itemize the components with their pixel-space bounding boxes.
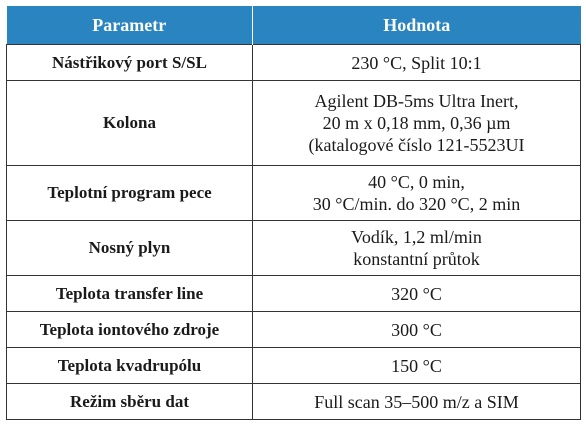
table-row — [7, 166, 581, 221]
value-line: konstantní průtok — [353, 249, 480, 269]
table-row — [7, 348, 581, 384]
value-line: 30 °C/min. do 320 °C, 2 min — [312, 194, 521, 214]
column-header-parameter: Parametr — [7, 6, 253, 45]
parameter-cell: Režim sběru dat — [7, 384, 253, 420]
value-cell — [253, 166, 581, 221]
value-cell — [253, 384, 581, 420]
parameter-cell: Teplotní program pece — [7, 166, 253, 221]
value-line: 230 °C, Split 10:1 — [351, 52, 482, 73]
value-cell — [253, 221, 581, 276]
value-line: 320 °C — [391, 283, 442, 304]
parameter-cell: Kolona — [7, 81, 253, 166]
value-line: 300 °C — [391, 319, 442, 340]
table-row — [7, 276, 581, 312]
table-row — [7, 81, 581, 166]
table-row — [7, 312, 581, 348]
parameter-cell: Teplota transfer line — [7, 276, 253, 312]
parameters-table — [6, 6, 581, 420]
value-cell — [253, 45, 581, 81]
table-row — [7, 384, 581, 420]
parameter-cell: Teplota iontového zdroje — [7, 312, 253, 348]
value-line: 20 m x 0,18 mm, 0,36 µm — [322, 113, 511, 133]
column-header-value: Hodnota — [253, 6, 581, 45]
value-line: 40 °C, 0 min, — [368, 172, 465, 192]
parameter-cell: Teplota kvadrupólu — [7, 348, 253, 384]
value-cell — [253, 81, 581, 166]
parameter-cell: Nástřikový port S/SL — [7, 45, 253, 81]
value-line: Full scan 35–500 m/z a SIM — [314, 391, 519, 412]
parameter-cell: Nosný plyn — [7, 221, 253, 276]
table-row — [7, 221, 581, 276]
value-cell — [253, 276, 581, 312]
value-line: Agilent DB-5ms Ultra Inert, — [314, 91, 519, 111]
value-line: 150 °C — [391, 355, 442, 376]
table-row — [7, 45, 581, 81]
value-line: (katalogové číslo 121-5523UI — [308, 135, 525, 155]
value-line: Vodík, 1,2 ml/min — [351, 227, 482, 247]
value-cell — [253, 348, 581, 384]
table-header-row — [7, 6, 581, 45]
value-cell — [253, 312, 581, 348]
